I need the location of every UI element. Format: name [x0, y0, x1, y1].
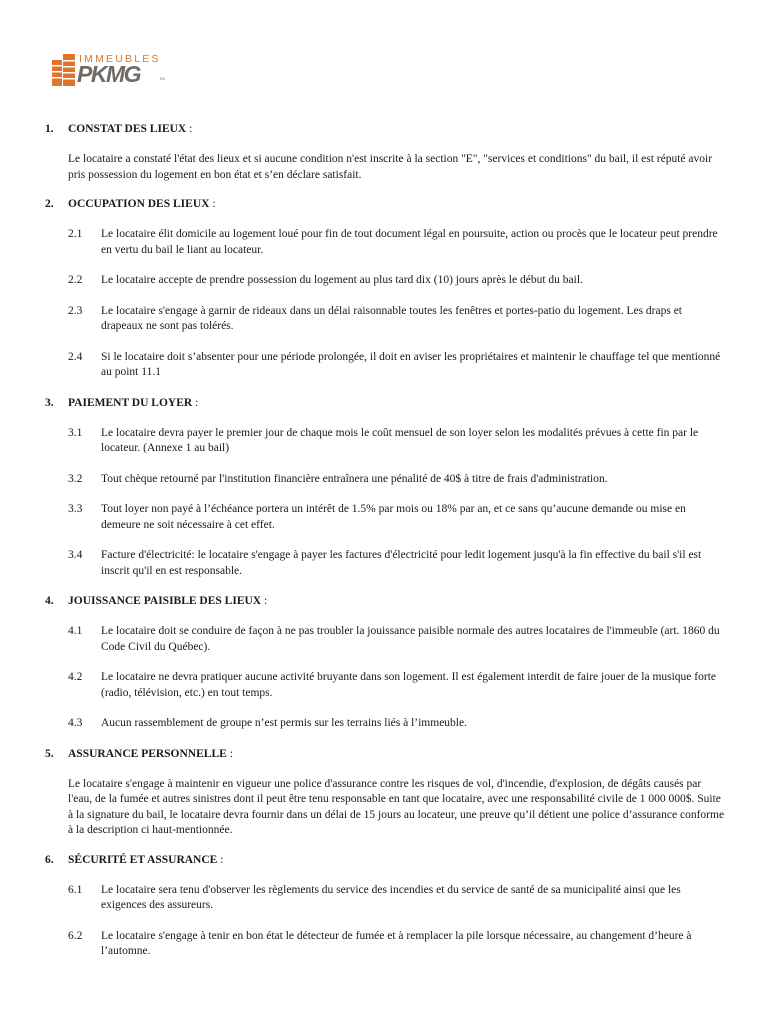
clause-item: [0, 502, 770, 533]
section-number: 5.: [45, 747, 54, 760]
clause-text: Tout chèque retourné par l'institution financière entraînera une pénalité de 40$ à titre de frais d'administration.: [101, 472, 608, 485]
section-title: CONSTAT DES LIEUX :: [68, 123, 193, 135]
section-heading: [0, 853, 770, 869]
clause-item: [0, 670, 770, 701]
clause-number: 4.2: [68, 671, 83, 683]
clause-number: 3.1: [68, 426, 83, 439]
clause-item: [0, 350, 770, 381]
section-heading: [0, 396, 770, 412]
clause-item: [0, 426, 770, 457]
section-number: 2.: [45, 198, 54, 210]
clause-number: 4.1: [68, 625, 83, 637]
clause-text: Le locataire s'engage à garnir de rideaux dans un délai raisonnable toutes les fenêtres et portes-patio du logement. Les draps et drapeaux ne sont pas tolérés.: [101, 304, 683, 332]
clause-text: Le locataire doit se conduire de façon à ne pas troubler la jouissance paisible normale des autres locataires de l'immeuble (art. 1860 du Code Civil du Québec).: [101, 625, 720, 653]
clause-number: 2.2: [68, 274, 83, 286]
clause-number: 2.4: [68, 350, 83, 363]
building-logo-icon: [52, 54, 76, 86]
section-paragraph: Le locataire s'engage à maintenir en vigueur une police d'assurance contre les risques de vol, d'incendie, d'explosion, de dégâts causés par l'eau, de la fumée et autres sinistres dont il peut être tenu responsable en tant que locataire, avec une responsabilité civile de 1 000 000$. Suite à la signature du bail, le locataire devra fournir dans un délai de 15 jours au locateur, une preuve qu’il détient une police d’assurance conforme à la description ci haut-mentionnée.: [68, 777, 725, 836]
clause-number: 2.3: [68, 304, 83, 317]
clause-item: [0, 273, 770, 289]
clause-number: 4.3: [68, 717, 83, 729]
section-title: PAIEMENT DU LOYER :: [68, 396, 199, 409]
clause-number: 3.2: [68, 472, 83, 485]
clause-number: 6.1: [68, 883, 83, 896]
section-number: 6.: [45, 853, 54, 866]
logo-subtitle: IMMEUBLES: [79, 53, 161, 65]
clause-item: [0, 304, 770, 335]
section-number: 3.: [45, 396, 54, 409]
section-heading: [0, 122, 770, 138]
clause-item: [0, 472, 770, 488]
clause-number: 3.4: [68, 549, 83, 561]
clause-number: 6.2: [68, 929, 83, 942]
section-title: SÉCURITÉ ET ASSURANCE :: [68, 853, 224, 866]
logo-trademark: TM: [159, 76, 165, 81]
document-body: [0, 122, 770, 975]
clause-item: [0, 883, 770, 914]
company-logo: [52, 50, 172, 90]
clause-text: Le locataire accepte de prendre possession du logement au plus tard dix (10) jours après le début du bail.: [101, 274, 583, 286]
section-paragraph: Le locataire a constaté l'état des lieux et si aucune condition n'est inscrite à la section "E", "services et conditions" du bail, il est réputé avoir pris possession du logement en bon état et s’en déclare satisfait.: [68, 153, 713, 181]
clause-text: Le locataire s'engage à tenir en bon état le détecteur de fumée et à remplacer la pile lorsque nécessaire, au changement d’heure à l’automne.: [101, 929, 692, 957]
clause-number: 2.1: [68, 228, 83, 240]
clause-text: Le locataire devra payer le premier jour de chaque mois le coût mensuel de son loyer selon les modalités prévues à cette fin par le locateur. (Annexe 1 au bail): [101, 426, 699, 454]
section-number: 4.: [45, 595, 54, 607]
section-title: OCCUPATION DES LIEUX :: [68, 198, 216, 210]
clause-text: Si le locataire doit s’absenter pour une période prolongée, il doit en aviser les propriétaires et maintenir le chauffage tel que mentionné au point 11.1: [101, 350, 721, 378]
clause-text: Le locataire élit domicile au logement loué pour fin de tout document légal en poursuite, action ou procès que le locateur peut prendre en vertu du bail le liant au locateur.: [101, 228, 718, 256]
section-heading: [0, 197, 770, 213]
clause-number: 3.3: [68, 503, 83, 515]
section-heading: [0, 747, 770, 763]
section-title: ASSURANCE PERSONNELLE :: [68, 747, 233, 760]
logo-wordmark: PKMG: [77, 61, 140, 87]
clause-text: Tout loyer non payé à l’échéance portera un intérêt de 1.5% par mois ou 18% par an, et ce sans qu’aucune demande ou mise en demeure ne soit nécessaire à cet effet.: [101, 503, 686, 531]
clause-item: [0, 716, 770, 732]
clause-item: [0, 624, 770, 655]
section-title: JOUISSANCE PAISIBLE DES LIEUX :: [68, 595, 268, 607]
section-heading: [0, 594, 770, 610]
clause-text: Facture d'électricité: le locataire s'engage à payer les factures d'électricité pour ledit logement jusqu'à la fin effective du bail s'il est inscrit qu'il en est responsable.: [101, 549, 702, 577]
clause-text: Le locataire sera tenu d'observer les règlements du service des incendies et du service de santé de sa municipalité ainsi que les exigences des assureurs.: [101, 883, 681, 911]
clause-item: [0, 227, 770, 258]
clause-text: Aucun rassemblement de groupe n’est permis sur les terrains liés à l’immeuble.: [101, 717, 467, 729]
section-number: 1.: [45, 123, 54, 135]
clause-text: Le locataire ne devra pratiquer aucune activité bruyante dans son logement. Il est également interdit de faire jouer de la musique forte (radio, télévision, etc.) en tout temps.: [101, 671, 716, 699]
clause-item: [0, 929, 770, 960]
clause-item: [0, 548, 770, 579]
